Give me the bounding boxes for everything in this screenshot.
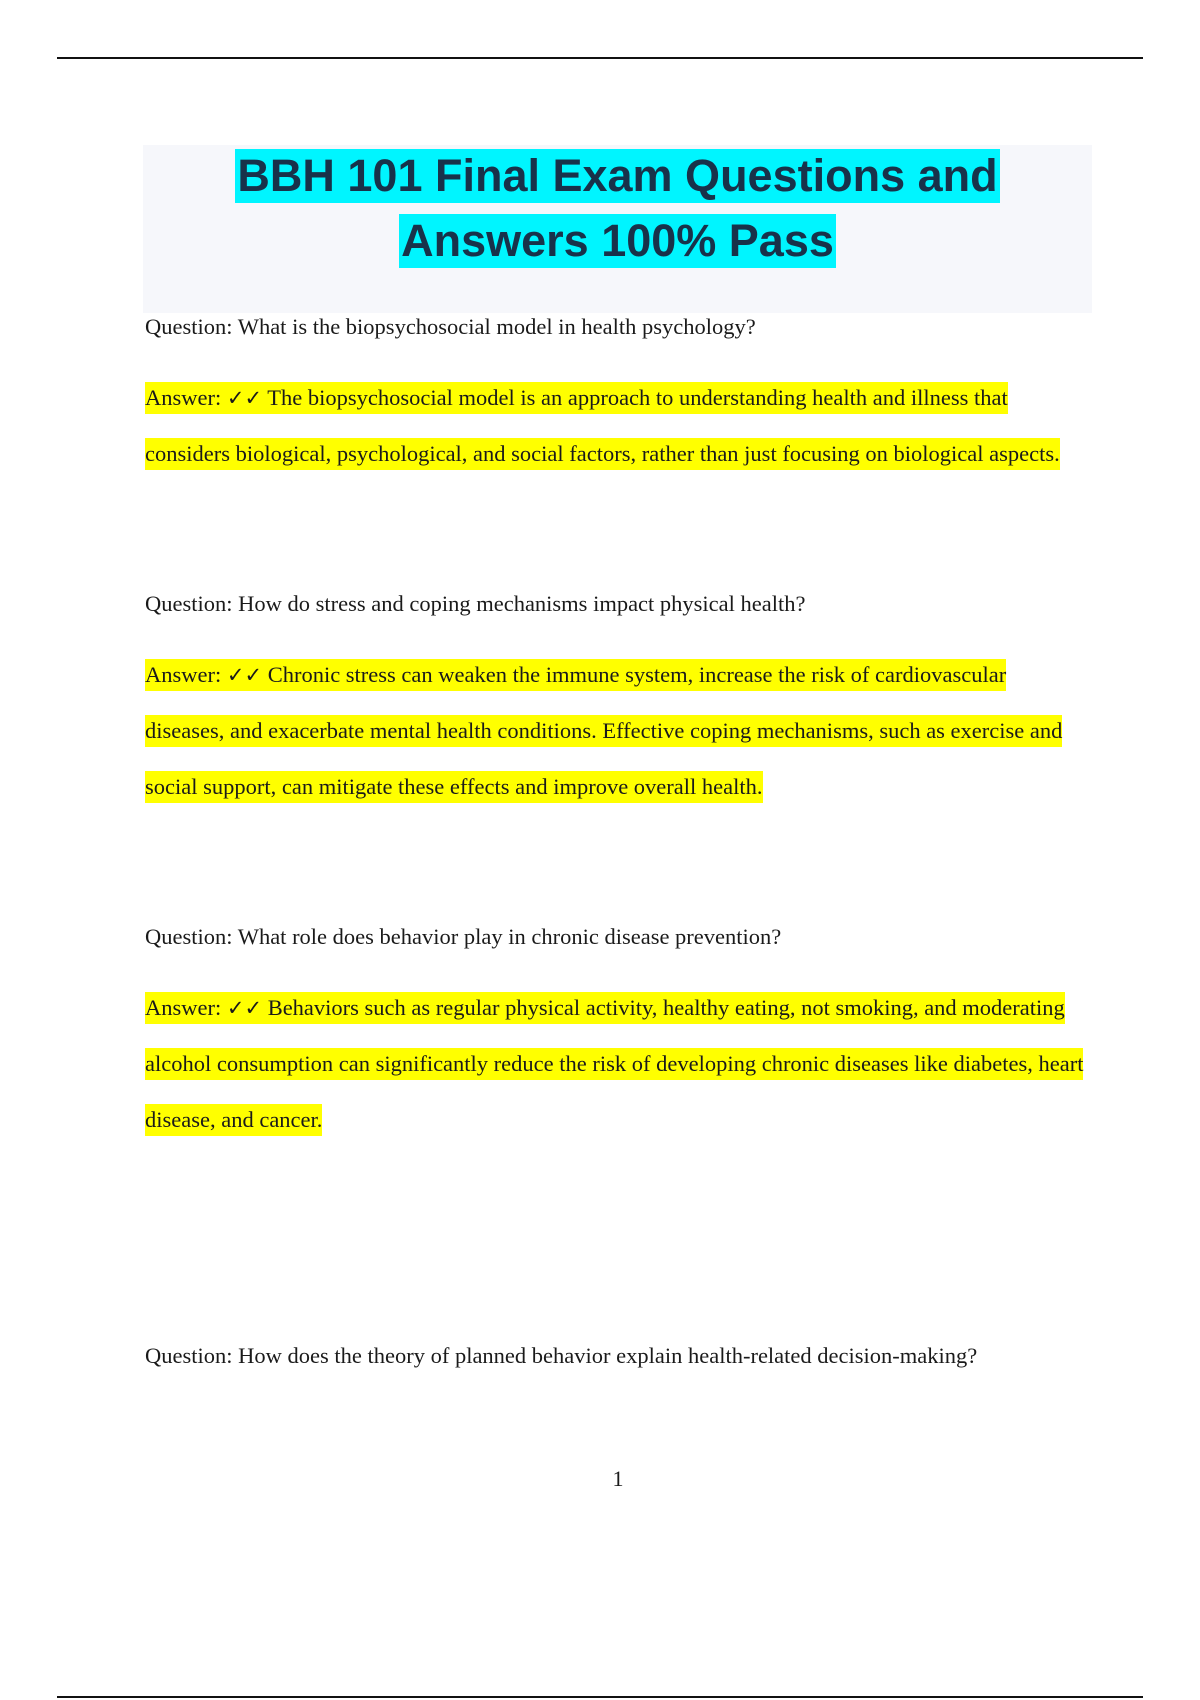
page-number: 1 <box>612 1466 624 1491</box>
qa-item <box>145 577 1090 815</box>
question-text: Question: What role does behavior play in chronic disease prevention? <box>145 924 782 949</box>
check-icon: ✓✓ <box>226 386 263 410</box>
check-icon: ✓✓ <box>226 996 263 1020</box>
qa-list <box>145 300 1090 1148</box>
answer-prefix: Answer: <box>145 385 222 410</box>
answer-prefix: Answer: <box>145 995 222 1020</box>
answer-text <box>145 647 1090 815</box>
answer-body: The biopsychosocial model is an approach to understanding health and illness that considers biological, psychological, and social factors, rather than just focusing on biological aspects. <box>145 385 1060 466</box>
answer-text <box>145 980 1090 1148</box>
answer-body: Chronic stress can weaken the immune system, increase the risk of cardiovascular diseases, and exacerbate mental health conditions. Effective coping mechanisms, such as exercise and social support, can mitigate these effects and improve overall health. <box>145 662 1063 799</box>
qa-item <box>145 910 1090 1148</box>
page-title-line-1: BBH 101 Final Exam Questions and <box>237 150 998 201</box>
top-rule <box>57 57 1143 59</box>
answer-text <box>145 370 1090 482</box>
answer-body: Behaviors such as regular physical activity, healthy eating, not smoking, and moderating alcohol consumption can significantly reduce the risk of developing chronic diseases like diabetes, heart disease, and cancer. <box>145 995 1084 1132</box>
answer-prefix: Answer: <box>145 662 222 687</box>
question-text-last: Question: How does the theory of planned behavior explain health-related decision-making? <box>145 1342 978 1368</box>
bottom-rule <box>57 1696 1143 1698</box>
question-text: Question: What is the biopsychosocial model in health psychology? <box>145 314 756 339</box>
check-icon: ✓✓ <box>226 663 263 687</box>
page-title-line-2: Answers 100% Pass <box>401 215 834 266</box>
question-text: Question: How do stress and coping mechanisms impact physical health? <box>145 591 806 616</box>
qa-item <box>145 300 1090 482</box>
title-block <box>143 145 1092 313</box>
